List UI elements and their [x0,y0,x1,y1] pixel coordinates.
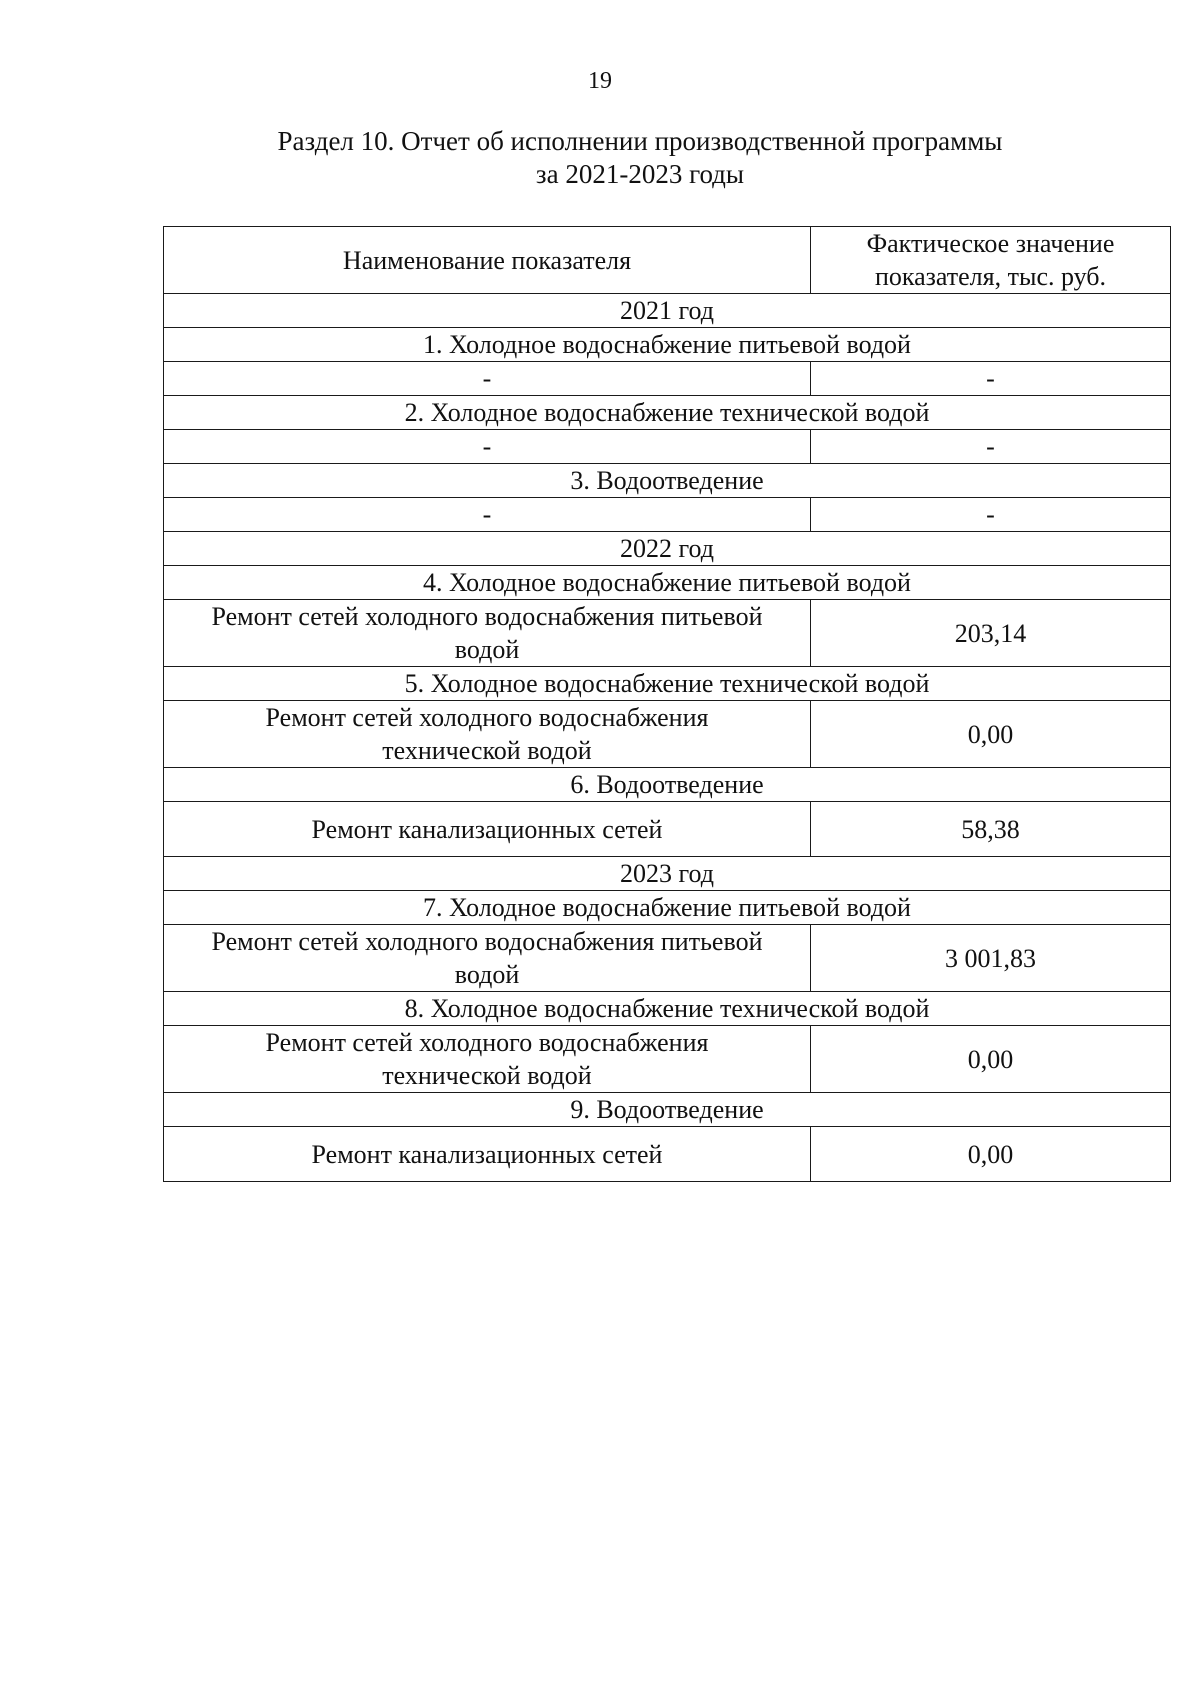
year-row [164,857,1171,891]
table-header-row [164,227,1171,294]
section-cell: 3. Водоотведение [164,464,1171,498]
section-cell: 5. Холодное водоснабжение технической водой [164,667,1171,701]
indicator-name-cell [164,600,811,667]
indicator-value-cell: 203,14 [811,600,1171,667]
indicator-name-cell: Ремонт канализационных сетей [164,802,811,857]
table-row [164,498,1171,532]
indicator-name-line-2: водой [454,635,520,664]
header-indicator-name: Наименование показателя [164,227,811,294]
section-cell: 8. Холодное водоснабжение технической водой [164,992,1171,1026]
year-cell: 2023 год [164,857,1171,891]
indicator-name-cell [164,925,811,992]
table-row [164,600,1171,667]
table-row [164,701,1171,768]
indicator-name-line-1: Ремонт сетей холодного водоснабжения питьевой [211,927,763,956]
indicator-name-cell: Ремонт канализационных сетей [164,1127,811,1182]
year-row [164,294,1171,328]
header-actual-value-line-1: Фактическое значение [866,229,1115,258]
indicator-name-line-1: Ремонт сетей холодного водоснабжения питьевой [211,602,763,631]
section-cell: 6. Водоотведение [164,768,1171,802]
section-cell: 2. Холодное водоснабжение технической водой [164,396,1171,430]
indicator-name-cell [164,701,811,768]
indicator-value-cell: - [811,362,1171,396]
section-cell: 4. Холодное водоснабжение питьевой водой [164,566,1171,600]
indicator-name-line-1: Ремонт сетей холодного водоснабжения [265,1028,709,1057]
section-cell: 1. Холодное водоснабжение питьевой водой [164,328,1171,362]
indicator-name-line-1: Ремонт сетей холодного водоснабжения [265,703,709,732]
title-line-2: за 2021-2023 годы [535,159,745,189]
document-title [140,125,1140,191]
report-table [163,226,1171,1182]
section-cell: 9. Водоотведение [164,1093,1171,1127]
indicator-value-cell: 0,00 [811,701,1171,768]
section-row [164,464,1171,498]
report-table-body [164,227,1171,1182]
section-row [164,667,1171,701]
section-row [164,328,1171,362]
section-row [164,396,1171,430]
year-cell: 2021 год [164,294,1171,328]
section-row [164,992,1171,1026]
indicator-name-line-2: технической водой [382,1061,592,1090]
section-row [164,891,1171,925]
header-actual-value [811,227,1171,294]
section-row [164,1093,1171,1127]
indicator-value-cell: 0,00 [811,1026,1171,1093]
indicator-name-cell: - [164,498,811,532]
indicator-value-cell: 3 001,83 [811,925,1171,992]
section-cell: 7. Холодное водоснабжение питьевой водой [164,891,1171,925]
year-cell: 2022 год [164,532,1171,566]
indicator-name-cell: - [164,430,811,464]
page-number: 19 [588,68,612,94]
indicator-value-cell: - [811,498,1171,532]
table-row [164,802,1171,857]
table-row [164,925,1171,992]
table-row [164,362,1171,396]
section-row [164,566,1171,600]
year-row [164,532,1171,566]
indicator-name-line-2: водой [454,960,520,989]
section-row [164,768,1171,802]
indicator-value-cell: 58,38 [811,802,1171,857]
table-row [164,430,1171,464]
table-row [164,1127,1171,1182]
table-row [164,1026,1171,1093]
indicator-name-line-2: технической водой [382,736,592,765]
indicator-value-cell: - [811,430,1171,464]
indicator-value-cell: 0,00 [811,1127,1171,1182]
title-line-1: Раздел 10. Отчет об исполнении производственной программы [277,126,1003,156]
indicator-name-cell [164,1026,811,1093]
indicator-name-cell: - [164,362,811,396]
header-actual-value-line-2: показателя, тыс. руб. [874,262,1107,291]
